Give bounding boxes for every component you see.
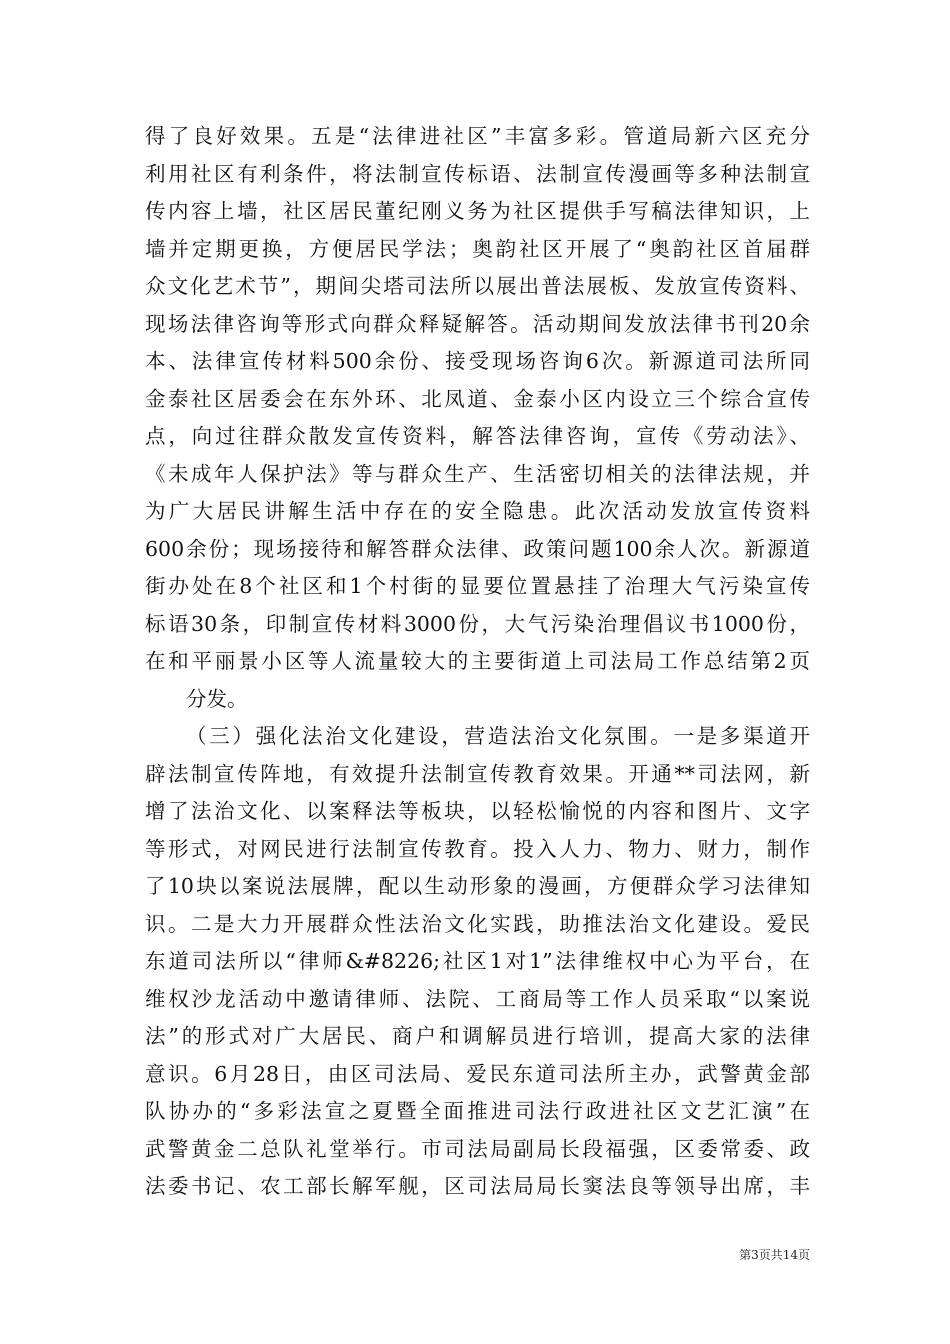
text-line: 增了法治文化、以案释法等板块，以轻松愉悦的内容和图片、文字: [145, 799, 810, 823]
text-line: 600余份；现场接待和解答群众法律、政策问题100余人次。新源道: [145, 536, 810, 561]
text-line: 等形式，对网民进行法制宣传教育。投入人力、物力、财力，制作: [145, 836, 810, 861]
text-line: 标语30条，印制宣传材料3000份，大气污染治理倡议书1000份，: [145, 611, 810, 636]
text-line: 金泰社区居委会在东外环、北凤道、金泰小区内设立三个综合宣传: [145, 386, 810, 411]
text-line: 本、法律宣传材料500余份、接受现场咨询6次。新源道司法所同: [145, 349, 810, 373]
text-line: 队协办的“多彩法宣之夏暨全面推进司法行政进社区文艺汇演”在: [145, 1099, 810, 1123]
text-line: 利用社区有利条件，将法制宣传标语、法制宣传漫画等多种法制宣: [145, 161, 810, 186]
text-line: 识。二是大力开展群众性法治文化实践，助推法治文化建设。爱民: [145, 911, 810, 936]
text-line: 东道司法所以“律师&#8226;社区1对1”法律维权中心为平台，在: [145, 949, 810, 973]
text-line: 辟法制宣传阵地，有效提升法制宣传教育效果。开通**司法网，新: [145, 761, 810, 786]
text-line: 墙并定期更换，方便居民学法；奥韵社区开展了“奥韵社区首届群: [145, 236, 810, 261]
text-line: 得了良好效果。五是“法律进社区”丰富多彩。管道局新六区充分: [145, 124, 810, 148]
text-line: 现场法律咨询等形式向群众释疑解答。活动期间发放法律书刊20余: [145, 311, 810, 336]
text-line: 街办处在8个社区和1个村街的显要位置悬挂了治理大气污染宣传: [145, 574, 810, 598]
text-line: 为广大居民讲解生活中存在的安全隐患。此次活动发放宣传资料: [145, 499, 810, 523]
text-line: 武警黄金二总队礼堂举行。市司法局副局长段福强，区委常委、政: [145, 1136, 810, 1161]
text-line: 《未成年人保护法》等与群众生产、生活密切相关的法律法规，并: [145, 461, 810, 486]
text-line: 众文化艺术节”，期间尖塔司法所以展出普法展板、发放宣传资料、: [145, 274, 810, 298]
body-text: [145, 118, 810, 1206]
text-line: 法委书记、农工部长解军舰，区司法局局长窦法良等领导出席，丰: [145, 1174, 810, 1198]
text-line: 传内容上墙，社区居民董纪刚义务为社区提供手写稿法律知识，上: [145, 199, 810, 223]
text-line: 法”的形式对广大居民、商户和调解员进行培训，提高大家的法律: [145, 1024, 810, 1048]
text-line: 点，向过往群众散发宣传资料，解答法律咨询，宣传《劳动法》、: [145, 424, 810, 448]
text-line: 维权沙龙活动中邀请律师、法院、工商局等工作人员采取“以案说: [145, 986, 810, 1011]
text-line: 了10块以案说法展牌，配以生动形象的漫画，方便群众学习法律知: [145, 874, 810, 898]
text-line: 在和平丽景小区等人流量较大的主要街道上司法局工作总结第2页: [145, 649, 810, 673]
text-line: （三）强化法治文化建设，营造法治文化氛围。一是多渠道开: [186, 724, 810, 748]
page-number-footer: 第3页共14页: [739, 1248, 810, 1262]
text-line: 意识。6月28日，由区司法局、爱民东道司法所主办，武警黄金部: [145, 1061, 810, 1086]
text-line: 分发。: [186, 686, 248, 711]
